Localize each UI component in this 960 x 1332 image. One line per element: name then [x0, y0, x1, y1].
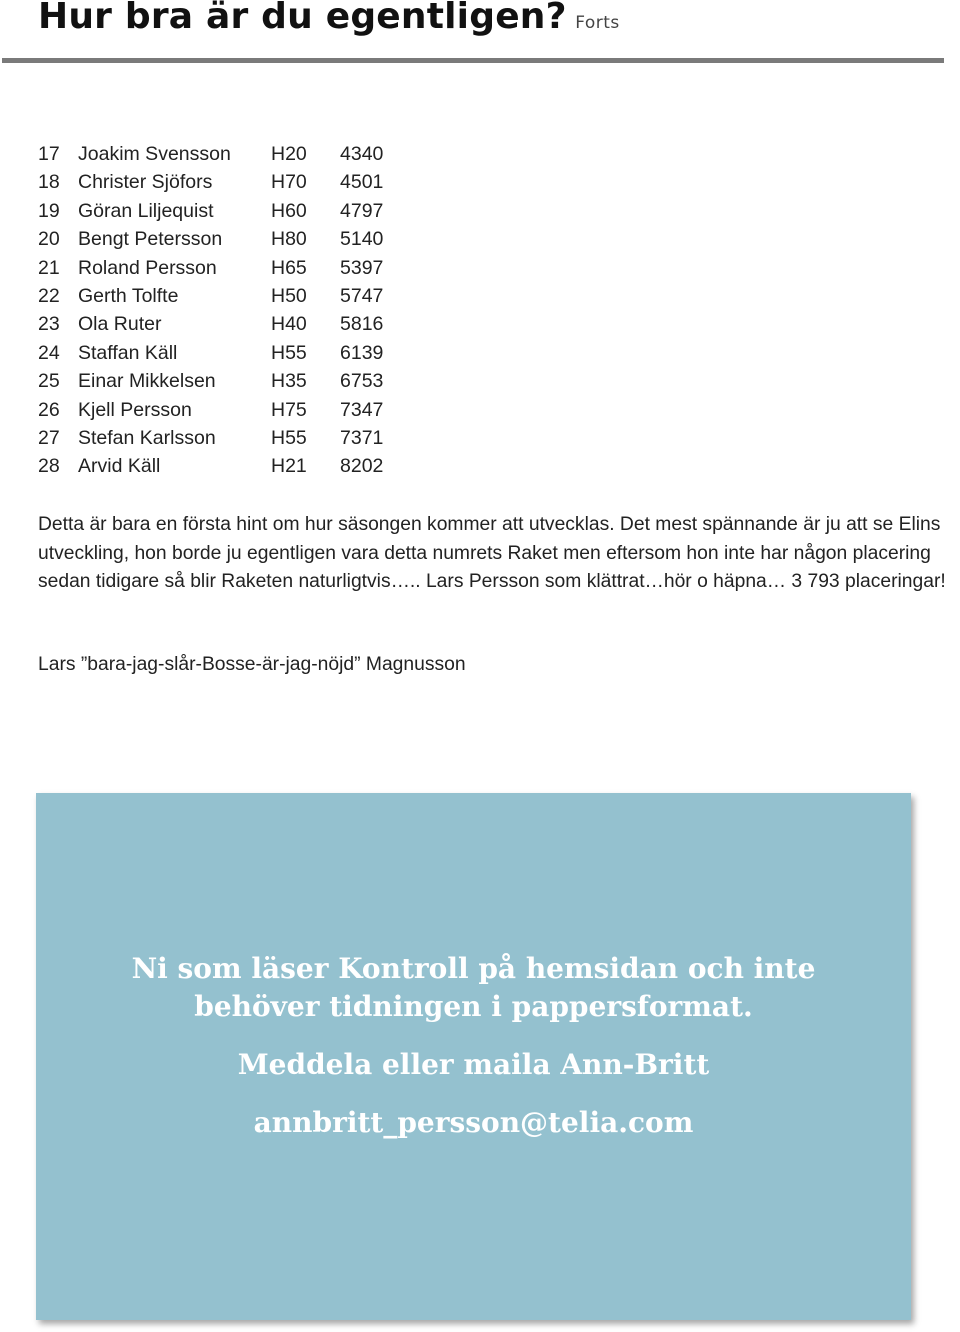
result-name: Gerth Tolfte — [78, 284, 179, 307]
result-score: 4340 — [340, 143, 384, 165]
notice-email[interactable]: annbritt_persson@telia.com — [253, 1106, 694, 1139]
result-class: H55 — [271, 341, 307, 364]
result-name: Kjell Persson — [78, 398, 192, 421]
result-name: Stefan Karlsson — [78, 426, 216, 449]
result-rank: 27 — [38, 426, 60, 449]
result-name: Arvid Käll — [78, 455, 161, 478]
result-name: Staffan Käll — [78, 341, 178, 364]
header-divider — [2, 58, 944, 63]
page-header — [38, 0, 620, 37]
notice-line-1: Ni som läser Kontroll på hemsidan och inte — [131, 952, 816, 985]
result-class: H55 — [271, 426, 307, 449]
notice-text — [36, 950, 911, 1026]
result-rank: 28 — [38, 455, 60, 478]
page-title: Hur bra är du egentligen? — [38, 0, 567, 37]
result-rank: 26 — [38, 398, 60, 421]
result-score: 5140 — [340, 228, 384, 251]
result-rank: 17 — [38, 143, 60, 165]
result-score: 8202 — [340, 455, 384, 478]
result-score: 4797 — [340, 199, 384, 222]
result-score: 6753 — [340, 370, 384, 393]
result-class: H35 — [271, 370, 307, 393]
result-class: H75 — [271, 398, 307, 421]
result-class: H70 — [271, 171, 307, 194]
result-rank: 22 — [38, 284, 60, 307]
result-class: H40 — [271, 313, 307, 336]
commentary-paragraph: Detta är bara en första hint om hur säsongen kommer att utvecklas. Det mest spännande är ju att se Elins utveckling, hon borde ju egentligen vara detta numrets Raket men eftersom hon inte har någon placering sedan tidigare så blir Raketen naturligtvis….. Lars Persson som klättrat…hör o häpna… 3 793 placeringar! — [38, 514, 946, 593]
result-name: Christer Sjöfors — [78, 171, 213, 194]
result-class: H50 — [271, 284, 307, 307]
result-rank: 24 — [38, 341, 60, 364]
result-class: H21 — [271, 455, 307, 478]
result-rank: 19 — [38, 199, 60, 222]
result-class: H65 — [271, 256, 307, 279]
result-score: 5816 — [340, 313, 384, 336]
result-name: Göran Liljequist — [78, 199, 214, 222]
result-rank: 21 — [38, 256, 60, 279]
notice-line-3: Meddela eller maila Ann-Britt — [237, 1048, 710, 1081]
result-score: 6139 — [340, 341, 384, 364]
result-class: H20 — [271, 143, 307, 165]
result-rank: 23 — [38, 313, 60, 336]
result-score: 5397 — [340, 256, 384, 279]
result-class: H80 — [271, 228, 307, 251]
result-class: H60 — [271, 199, 307, 222]
result-name: Roland Persson — [78, 256, 217, 279]
result-name: Joakim Svensson — [78, 143, 231, 165]
result-name: Ola Ruter — [78, 313, 162, 336]
result-score: 4501 — [340, 171, 384, 194]
result-rank: 18 — [38, 171, 60, 194]
page-subtitle: Forts — [575, 13, 620, 33]
author-signature: Lars ”bara-jag-slår-Bosse-är-jag-nöjd” Magnusson — [38, 654, 466, 675]
result-name: Einar Mikkelsen — [78, 370, 216, 393]
result-score: 7371 — [340, 426, 384, 449]
notice-line-2: behöver tidningen i pappersformat. — [194, 990, 753, 1023]
result-score: 5747 — [340, 284, 384, 307]
result-name: Bengt Petersson — [78, 228, 223, 251]
result-rank: 20 — [38, 228, 60, 251]
result-rank: 25 — [38, 370, 60, 393]
notice-box — [36, 793, 911, 1320]
result-score: 7347 — [340, 398, 384, 421]
